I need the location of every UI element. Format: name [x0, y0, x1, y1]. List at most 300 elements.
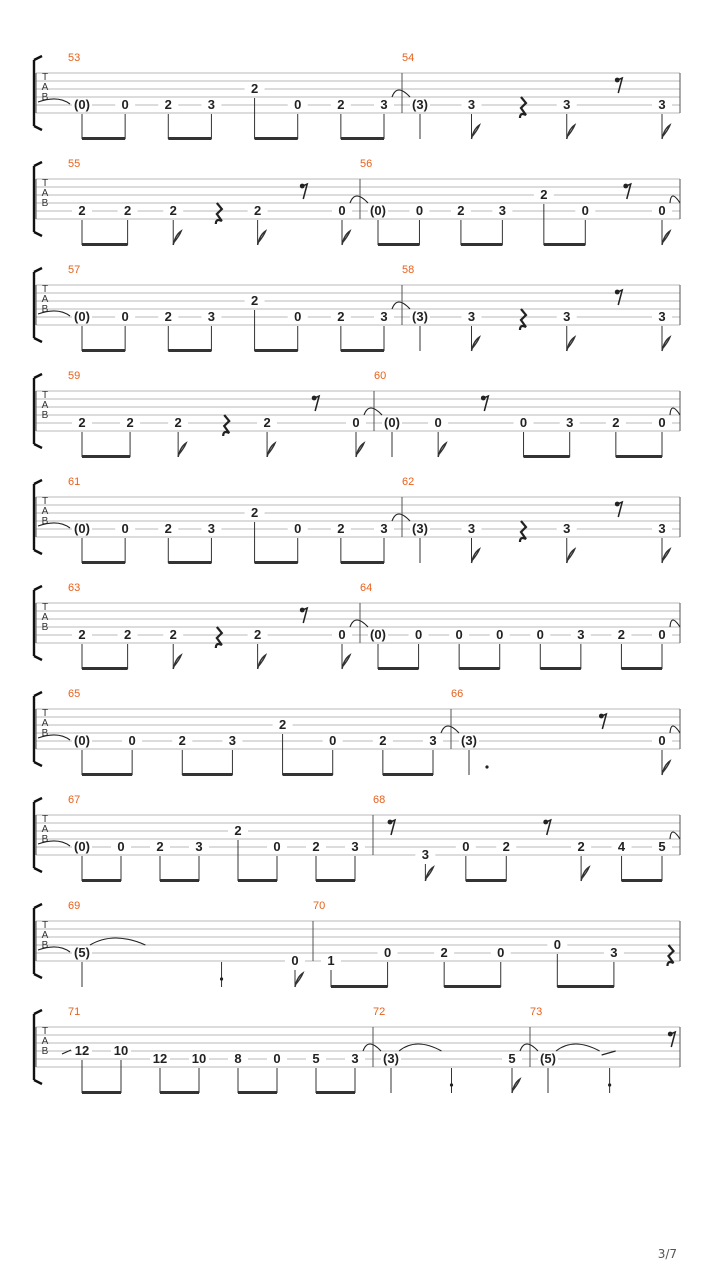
beam — [316, 1091, 355, 1094]
beam — [82, 455, 130, 458]
beam — [82, 137, 125, 140]
fret-number: 3 — [207, 309, 216, 324]
flag — [258, 231, 266, 245]
tab-clef-letter-b: B — [41, 304, 49, 315]
beam — [238, 1091, 277, 1094]
tab-clef-letter-b: B — [41, 92, 49, 103]
beam — [82, 243, 128, 246]
beam — [621, 667, 662, 670]
tab-clef-letter-a: A — [41, 188, 49, 199]
fret-number: 0 — [121, 521, 129, 536]
page-number: 3/7 — [657, 1247, 677, 1261]
fret-number: 2 — [164, 521, 172, 536]
measure-number: 64 — [360, 582, 373, 594]
measure-number: 60 — [374, 370, 387, 382]
eighth-rest — [615, 502, 622, 517]
tab-clef-letter-b: B — [41, 940, 49, 951]
beam — [168, 561, 211, 564]
fret-number: (0) — [74, 521, 90, 536]
beam — [544, 243, 585, 246]
tab-clef-letter-a: A — [41, 400, 49, 411]
tab-clef-letter-a: A — [41, 612, 49, 623]
flag — [258, 655, 266, 669]
fret-number: 2 — [253, 203, 262, 218]
beam — [160, 1091, 199, 1094]
tab-system — [34, 476, 680, 564]
duration-dot — [608, 1083, 611, 1086]
fret-number: 0 — [291, 953, 299, 968]
measure-number: 65 — [68, 688, 81, 700]
tie-arc — [670, 620, 680, 627]
tab-clef-letter-b: B — [41, 1046, 49, 1057]
fret-number: 2 — [234, 823, 242, 838]
fret-number: 3 — [498, 203, 506, 218]
tab-clef-letter-t: T — [41, 390, 49, 401]
tie-arc — [670, 408, 680, 415]
eighth-rest — [312, 396, 319, 411]
tab-clef-letter-b: B — [41, 622, 49, 633]
measure-number: 58 — [402, 264, 415, 276]
beam — [82, 561, 125, 564]
fret-number: 0 — [536, 627, 544, 642]
fret-number: 2 — [126, 415, 134, 430]
measure-68 — [373, 794, 680, 882]
eighth-rest — [615, 290, 622, 305]
fret-number: 2 — [312, 839, 320, 854]
fret-number: 3 — [351, 839, 359, 854]
beam — [182, 773, 232, 776]
tab-clef-letter-b: B — [41, 834, 49, 845]
measure-number: 54 — [402, 52, 415, 64]
measure-62 — [402, 476, 672, 563]
flag — [662, 761, 670, 775]
beam — [82, 667, 128, 670]
flag — [173, 231, 181, 245]
fret-number: (3) — [412, 521, 428, 536]
fret-number: 2 — [174, 415, 182, 430]
tab-clef-letter-a: A — [41, 824, 49, 835]
flag — [662, 337, 670, 351]
quarter-rest — [520, 521, 526, 542]
fret-number: 2 — [337, 521, 345, 536]
fret-number: 2 — [250, 81, 259, 96]
eighth-rest — [599, 714, 606, 729]
flag — [438, 443, 446, 457]
tie-arc — [392, 514, 410, 521]
fret-number: (0) — [74, 97, 90, 112]
tab-clef-letter-a: A — [41, 930, 49, 941]
tie-arc — [670, 726, 680, 733]
tab-clef-letter-a: A — [41, 294, 49, 305]
eighth-rest — [300, 184, 307, 199]
fret-number: 8 — [234, 1051, 242, 1066]
beam — [557, 985, 614, 988]
fret-number: 2 — [169, 627, 177, 642]
measure-number: 72 — [373, 1006, 386, 1018]
eighth-rest — [388, 820, 395, 835]
fret-number: 2 — [337, 97, 345, 112]
fret-number: 0 — [294, 309, 302, 324]
fret-number: 0 — [414, 627, 423, 642]
fret-number: 0 — [117, 839, 125, 854]
tie-arc — [392, 302, 410, 309]
flag — [267, 443, 275, 457]
fret-number: 2 — [169, 203, 177, 218]
fret-number: 0 — [415, 203, 424, 218]
fret-number: (0) — [384, 415, 400, 430]
flag — [662, 125, 670, 139]
beam — [255, 137, 298, 140]
fret-number: 0 — [329, 733, 337, 748]
fret-number: (0) — [370, 627, 386, 642]
measure-55 — [68, 158, 368, 246]
fret-number: 0 — [658, 203, 666, 218]
flag — [342, 655, 350, 669]
tab-clef-letter-a: A — [41, 506, 49, 517]
fret-number: (0) — [74, 839, 90, 854]
tab-clef-letter-t: T — [41, 178, 49, 189]
fret-number: (3) — [412, 97, 428, 112]
fret-number: 3 — [563, 309, 571, 324]
fret-number: 2 — [253, 627, 262, 642]
fret-number: 3 — [577, 627, 585, 642]
flag — [295, 973, 303, 987]
quarter-rest — [520, 97, 526, 118]
fret-number: 2 — [178, 733, 186, 748]
tie-arc — [441, 726, 459, 733]
beam — [461, 243, 502, 246]
fret-number: (0) — [74, 733, 90, 748]
fret-number: 3 — [566, 415, 574, 430]
measure-71 — [62, 1006, 381, 1094]
eighth-rest — [615, 78, 622, 93]
tie-arc — [392, 90, 410, 97]
fret-number: 0 — [497, 945, 505, 960]
fret-number: 2 — [156, 839, 164, 854]
measure-54 — [402, 52, 672, 139]
measure-67 — [38, 794, 365, 882]
fret-number: 0 — [581, 203, 589, 218]
beam — [616, 455, 662, 458]
beam — [82, 1091, 121, 1094]
beam — [444, 985, 501, 988]
fret-number: 12 — [74, 1043, 90, 1058]
eighth-rest — [624, 184, 631, 199]
tab-clef-letter-t: T — [41, 708, 49, 719]
fret-number: 2 — [164, 97, 172, 112]
flag — [471, 337, 479, 351]
fret-number: 3 — [380, 97, 388, 112]
fret-number: 3 — [380, 521, 388, 536]
eighth-rest — [300, 608, 307, 623]
fret-number: (0) — [370, 203, 386, 218]
measure-number: 55 — [68, 158, 81, 170]
measure-65 — [38, 688, 459, 776]
beam — [540, 667, 581, 670]
measure-57 — [38, 264, 410, 352]
measure-72 — [373, 1006, 538, 1093]
fret-number: 0 — [455, 627, 463, 642]
fret-number: 3 — [658, 521, 666, 536]
beam — [378, 243, 419, 246]
fret-number: 3 — [563, 97, 571, 112]
measure-number: 71 — [68, 1006, 81, 1018]
fret-number: 2 — [457, 203, 465, 218]
tab-clef-letter-t: T — [41, 284, 49, 295]
measure-number: 53 — [68, 52, 81, 64]
fret-number: 0 — [462, 839, 470, 854]
tab-system — [34, 370, 680, 458]
tab-system — [34, 52, 680, 140]
measure-number: 68 — [373, 794, 386, 806]
flag — [567, 549, 575, 563]
fret-number: 3 — [429, 733, 437, 748]
fret-number: 2 — [164, 309, 172, 324]
tie-arc — [520, 1044, 538, 1051]
beam — [316, 879, 355, 882]
measure-number: 73 — [530, 1006, 543, 1018]
beam — [238, 879, 277, 882]
fret-number: 2 — [337, 309, 345, 324]
measure-69 — [38, 900, 305, 987]
fret-number: 2 — [123, 203, 132, 218]
beam — [466, 879, 506, 882]
measure-number: 62 — [402, 476, 415, 488]
fret-number: 3 — [207, 521, 216, 536]
measure-number: 66 — [451, 688, 464, 700]
tab-system — [34, 794, 680, 882]
fret-number: 3 — [207, 97, 216, 112]
fret-number: 0 — [128, 733, 136, 748]
tab-clef-letter-b: B — [41, 516, 49, 527]
tab-clef-letter-b: B — [41, 728, 49, 739]
fret-number: 1 — [327, 953, 335, 968]
tab-clef-letter-t: T — [41, 1026, 49, 1037]
tab-clef-letter-t: T — [41, 72, 49, 83]
beam — [331, 985, 388, 988]
beam — [341, 349, 384, 352]
fret-number: 2 — [78, 627, 86, 642]
tie-arc — [350, 620, 368, 627]
flag — [356, 443, 364, 457]
beam — [341, 561, 384, 564]
fret-number: 12 — [152, 1051, 168, 1066]
fret-number: 2 — [440, 945, 448, 960]
measure-58 — [402, 264, 672, 351]
fret-number: 0 — [338, 627, 346, 642]
tab-clef-letter-t: T — [41, 602, 49, 613]
fret-number: 0 — [383, 945, 392, 960]
tie-arc — [90, 938, 145, 945]
measure-number: 57 — [68, 264, 81, 276]
fret-number: 0 — [294, 97, 302, 112]
fret-number: (0) — [74, 309, 90, 324]
fret-number: 0 — [352, 415, 360, 430]
flag — [512, 1079, 520, 1093]
duration-dot — [485, 765, 488, 768]
fret-number: 2 — [250, 505, 259, 520]
fret-number: 0 — [553, 937, 561, 952]
fret-number: 0 — [121, 97, 129, 112]
fret-number: 3 — [380, 309, 388, 324]
beam — [82, 879, 121, 882]
tab-system — [34, 1006, 680, 1094]
flag — [471, 549, 479, 563]
beam — [622, 879, 662, 882]
measure-number: 67 — [68, 794, 81, 806]
quarter-rest — [216, 627, 222, 648]
beam — [168, 349, 211, 352]
quarter-rest — [223, 415, 229, 436]
tab-clef-letter-b: B — [41, 198, 49, 209]
fret-number: 5 — [658, 839, 666, 854]
beam — [383, 773, 433, 776]
fret-number: 0 — [434, 415, 442, 430]
measure-number: 59 — [68, 370, 81, 382]
beam — [341, 137, 384, 140]
fret-number: (3) — [461, 733, 477, 748]
beam — [255, 349, 298, 352]
fret-number: 2 — [250, 293, 259, 308]
fret-number: 3 — [228, 733, 237, 748]
measure-61 — [38, 476, 410, 564]
tie-arc — [399, 1044, 441, 1051]
fret-number: 3 — [658, 97, 666, 112]
beam — [168, 137, 211, 140]
fret-number: 0 — [658, 415, 666, 430]
fret-number: 2 — [263, 415, 271, 430]
fret-number: 3 — [467, 97, 476, 112]
fret-number: 0 — [121, 309, 129, 324]
fret-number: 10 — [191, 1051, 207, 1066]
flag — [425, 867, 433, 881]
tab-clef-letter-a: A — [41, 718, 49, 729]
beam — [283, 773, 333, 776]
fret-number: 0 — [519, 415, 528, 430]
beam — [378, 667, 419, 670]
fret-number: 0 — [273, 1051, 281, 1066]
slide-line — [602, 1051, 616, 1055]
quarter-rest — [216, 203, 222, 224]
fret-number: 0 — [658, 627, 666, 642]
fret-number: 0 — [658, 733, 666, 748]
fret-number: (5) — [74, 945, 90, 960]
flag — [471, 125, 479, 139]
fret-number: 10 — [113, 1043, 129, 1058]
measure-66 — [451, 688, 680, 775]
fret-number: 5 — [312, 1051, 320, 1066]
fret-number: 0 — [294, 521, 302, 536]
flag — [173, 655, 181, 669]
tab-system — [34, 688, 680, 776]
fret-number: 2 — [78, 203, 86, 218]
beam — [255, 561, 298, 564]
fret-number: 3 — [467, 309, 476, 324]
fret-number: 0 — [273, 839, 281, 854]
fret-number: 2 — [612, 415, 620, 430]
tab-clef-letter-t: T — [41, 920, 49, 931]
fret-number: (3) — [412, 309, 428, 324]
beam — [459, 667, 500, 670]
eighth-rest — [481, 396, 488, 411]
tie-arc — [670, 196, 680, 203]
beam — [82, 349, 125, 352]
measure-56 — [360, 158, 680, 246]
tie-arc — [350, 196, 368, 203]
measure-59 — [68, 370, 382, 458]
tab-system — [34, 900, 680, 988]
measure-number: 70 — [313, 900, 326, 912]
fret-number: 2 — [617, 627, 626, 642]
quarter-rest — [520, 309, 526, 330]
fret-number: 3 — [351, 1051, 359, 1066]
fret-number: 3 — [610, 945, 618, 960]
duration-dot — [220, 977, 223, 980]
flag — [662, 231, 670, 245]
flag — [567, 125, 575, 139]
fret-number: 2 — [379, 733, 387, 748]
measure-73 — [530, 1006, 675, 1093]
measure-63 — [68, 582, 368, 670]
measure-number: 61 — [68, 476, 81, 488]
measure-number: 63 — [68, 582, 81, 594]
tie-arc — [363, 1044, 381, 1051]
fret-number: 0 — [338, 203, 346, 218]
tab-clef-letter-t: T — [41, 814, 49, 825]
fret-number: 5 — [508, 1051, 516, 1066]
tie-arc — [670, 832, 680, 839]
fret-number: 2 — [123, 627, 132, 642]
fret-number: 3 — [195, 839, 203, 854]
fret-number: 2 — [502, 839, 510, 854]
flag — [567, 337, 575, 351]
fret-number: 3 — [421, 847, 429, 862]
fret-number: (3) — [383, 1051, 399, 1066]
measure-64 — [360, 582, 680, 670]
fret-number: 2 — [577, 839, 585, 854]
fret-number: 2 — [540, 187, 548, 202]
beam — [160, 879, 199, 882]
fret-number: 0 — [496, 627, 504, 642]
tab-clef-letter-a: A — [41, 1036, 49, 1047]
flag — [342, 231, 350, 245]
tab-system — [34, 582, 680, 670]
fret-number: 3 — [563, 521, 571, 536]
measure-number: 56 — [360, 158, 373, 170]
tab-system — [34, 264, 680, 352]
beam — [524, 455, 570, 458]
fret-number: 3 — [658, 309, 666, 324]
tab-system — [34, 158, 680, 246]
eighth-rest — [668, 1032, 675, 1047]
quarter-rest — [667, 945, 673, 966]
measure-60 — [374, 370, 680, 458]
tab-clef-letter-b: B — [41, 410, 49, 421]
measure-number: 69 — [68, 900, 81, 912]
tie-arc — [556, 1044, 600, 1051]
beam — [82, 773, 132, 776]
tab-clef-letter-a: A — [41, 82, 49, 93]
flag — [662, 549, 670, 563]
fret-number: 2 — [278, 717, 287, 732]
eighth-rest — [544, 820, 551, 835]
fret-number: 4 — [617, 839, 626, 854]
duration-dot — [450, 1083, 453, 1086]
fret-number: 3 — [467, 521, 476, 536]
fret-number: (5) — [540, 1051, 556, 1066]
fret-number: 2 — [78, 415, 86, 430]
measure-53 — [38, 52, 410, 140]
